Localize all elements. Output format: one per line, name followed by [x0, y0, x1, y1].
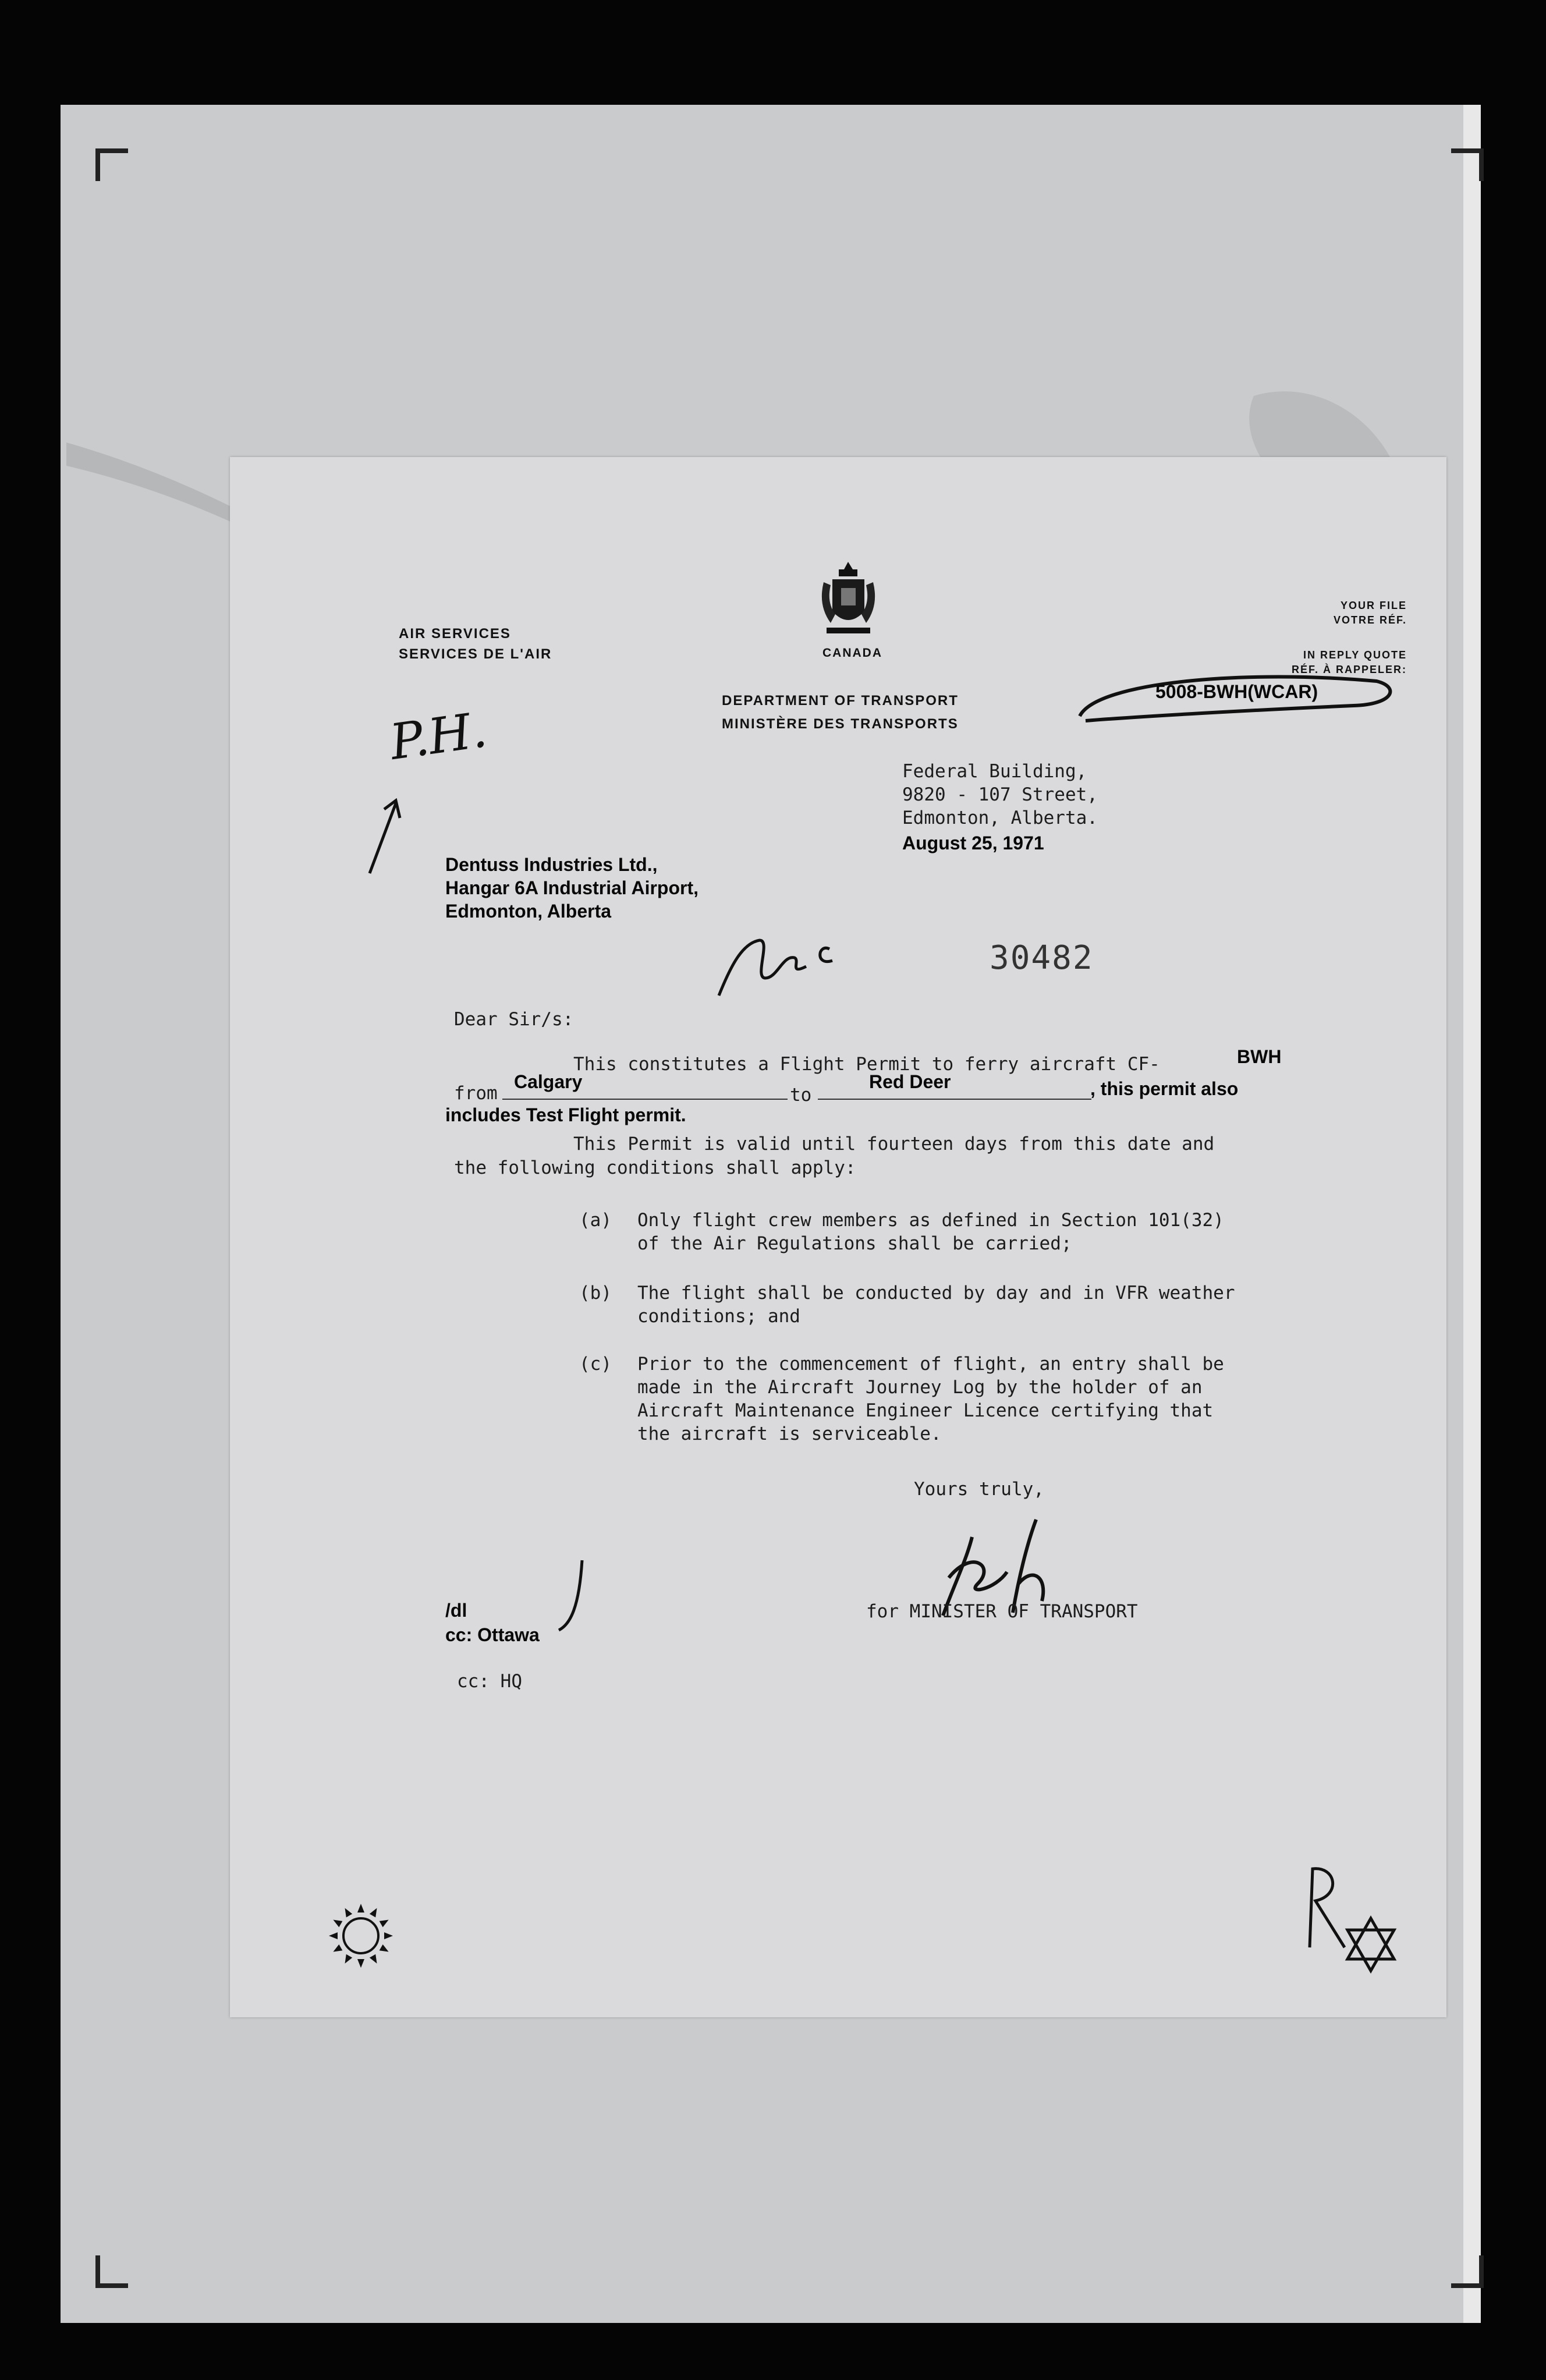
crop-mark-bottom-left: [95, 2255, 128, 2288]
signature-line: for MINISTER OF TRANSPORT: [866, 1601, 1138, 1622]
condition-b-line2: conditions; and: [637, 1306, 800, 1327]
your-file-label-fr: VOTRE RÉF.: [1333, 614, 1407, 626]
origin-place: Calgary: [514, 1071, 583, 1092]
branch-name-en: AIR SERVICES: [399, 626, 511, 642]
closing: Yours truly,: [914, 1479, 1044, 1500]
sender-address-line2: 9820 - 107 Street,: [902, 784, 1098, 805]
crop-mark-top-right: [1451, 148, 1484, 181]
handwritten-arrow: [364, 795, 410, 876]
from-fill-line: [502, 1099, 788, 1100]
recipient-line3: Edmonton, Alberta: [445, 901, 612, 922]
to-label: to: [790, 1085, 812, 1106]
validity-line2: the following conditions shall apply:: [454, 1157, 856, 1178]
department-name-fr: MINISTÈRE DES TRANSPORTS: [722, 716, 959, 732]
permit-paragraph-cont: , this permit also: [1090, 1078, 1239, 1099]
permit-paragraph-end: includes Test Flight permit.: [445, 1104, 686, 1125]
permit-paragraph-start: This constitutes a Flight Permit to ferry aircraft CF-: [573, 1054, 1160, 1075]
condition-c-label: (c): [579, 1354, 612, 1375]
destination-place: Red Deer: [869, 1071, 951, 1092]
reply-quote-label-fr: RÉF. À RAPPELER:: [1291, 664, 1407, 675]
stamped-file-number: 30482: [990, 939, 1094, 977]
sender-address-line1: Federal Building,: [902, 761, 1087, 782]
condition-a-line2: of the Air Regulations shall be carried;: [637, 1233, 1072, 1254]
handwritten-checkmark: [553, 1554, 588, 1636]
copy-recipient-2: cc: HQ: [457, 1671, 522, 1692]
condition-a-line1: Only flight crew members as defined in Section 101(32): [637, 1210, 1224, 1231]
centennial-emblem-icon: [323, 1898, 399, 1974]
copy-recipient-1: cc: Ottawa: [445, 1624, 540, 1645]
typist-initials: /dl: [445, 1600, 467, 1621]
condition-a-label: (a): [579, 1210, 612, 1231]
country-label: CANADA: [822, 646, 882, 660]
recipient-line2: Hangar 6A Industrial Airport,: [445, 877, 699, 898]
sender-address-line3: Edmonton, Alberta.: [902, 808, 1098, 828]
condition-c-line2: made in the Aircraft Journey Log by the holder of an: [637, 1377, 1203, 1398]
star-emblem-icon: [1345, 1915, 1397, 1979]
salutation: Dear Sir/s:: [454, 1009, 574, 1030]
condition-b-line1: The flight shall be conducted by day and in VFR weather: [637, 1283, 1235, 1304]
condition-b-label: (b): [579, 1283, 612, 1304]
to-fill-line: [818, 1099, 1091, 1100]
letter-page: [230, 457, 1446, 2017]
reply-reference-number: 5008-BWH(WCAR): [1155, 681, 1318, 702]
aircraft-registration: BWH: [1237, 1046, 1282, 1067]
crop-mark-bottom-right: [1451, 2255, 1484, 2288]
recipient-line1: Dentuss Industries Ltd.,: [445, 854, 658, 875]
from-label: from: [454, 1083, 498, 1104]
letter-date: August 25, 1971: [902, 833, 1044, 853]
handwritten-initials: P.H.: [386, 700, 491, 771]
validity-line1: This Permit is valid until fourteen days from this date and: [573, 1134, 1215, 1154]
handwritten-scribble: [713, 932, 853, 1001]
branch-name-fr: SERVICES DE L'AIR: [399, 646, 552, 662]
your-file-label-en: YOUR FILE: [1340, 600, 1407, 611]
condition-c-line3: Aircraft Maintenance Engineer Licence certifying that: [637, 1400, 1214, 1421]
coat-of-arms-emblem: [818, 559, 879, 640]
condition-c-line4: the aircraft is serviceable.: [637, 1423, 942, 1444]
crop-mark-top-left: [95, 148, 128, 181]
department-name-en: DEPARTMENT OF TRANSPORT: [722, 693, 959, 709]
reply-quote-label-en: IN REPLY QUOTE: [1303, 649, 1407, 661]
condition-c-line1: Prior to the commencement of flight, an entry shall be: [637, 1354, 1224, 1375]
